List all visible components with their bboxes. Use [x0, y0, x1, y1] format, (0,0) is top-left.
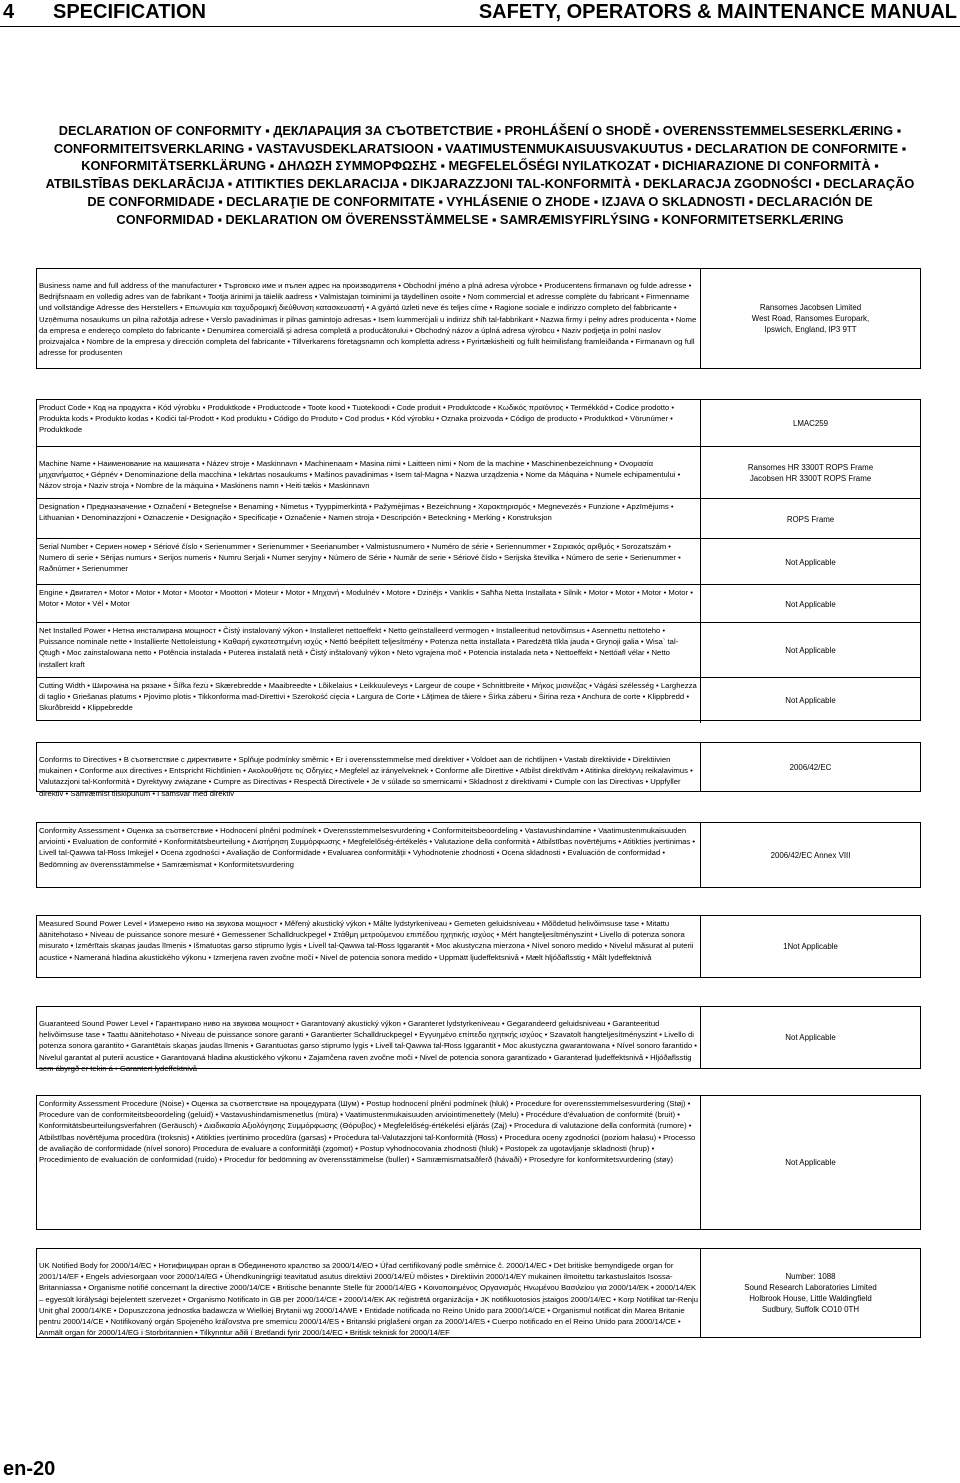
product-details-block [36, 399, 921, 721]
page-number: 4 [3, 1, 15, 23]
product-row [37, 538, 920, 585]
serial-number-value: Not Applicable [785, 557, 836, 567]
notified-body-block [36, 1248, 921, 1338]
conformity-assessment-block [36, 822, 921, 888]
measured-sound-label: Measured Sound Power Level • Измерено ниво на звукова мощност • Měřený akustický výkon • Målte lydstyrkeniveau • Gemeten geluidsniveau • Mõõdetud helivõimsuse tase • Mitattu äänitehotaso • Niveau de puissance sonore mesuré • Gemessener Schalldruckpegel • Στάθμη μετρούμενου επιπέδου ηχητικής ισχύος • Mért hangteljesítményszint • Livello di potenza sonora misurato • Izmērītais skaņas jaudas līmenis • Išmatuotas garso stiprumo lygis • Livell tal-Qawwa tal-Ħoss Iggarantit • Moc akustyczna mierzona • Nível sonoro medido • Nivelul măsurat al puterii acustice • Nameraná hladina akustického výkonu • Izmerjena raven zvočne moči • Nivel de potencia sonora medido • Uppmätt ljudeffektsnivå • Mælt hljóðaflsstig • Målt lydeffektnivå [37, 916, 701, 977]
manufacturer-value: Ransomes Jacobsen Limited West Road, Ransomes Europark, Ipswich, England, IP3 9TT [751, 303, 870, 334]
assessment-procedure-block [36, 1095, 921, 1230]
header-rule [0, 26, 960, 27]
assessment-procedure-value: Not Applicable [785, 1158, 836, 1167]
product-code-label: Product Code • Код на продукта • Kód výrobku • Produktkode • Productcode • Toote kood • Tuotekoodi • Code produit • Produktcode • Κωδικός προϊόντος • Termékkód • Codice prodotto • Produkta kods • Produkto kodas • Kodiċi tal-Prodott • Kod produktu • Código do Produto • Cod produs • Kód výrobku • Oznaka proizvoda • Código de producto • Produktkod • Vörunúmer • Produktkode [37, 400, 701, 446]
notified-body-value: Number: 1088 Sound Research Laboratories Limited Holbrook House, Little Waldingfield Sudbury, Suffolk CO10 0TH [744, 1272, 877, 1314]
declaration-title: DECLARATION OF CONFORMITY ▪ ДЕКЛАРАЦИЯ ЗА СЪОТВЕТСТВИЕ ▪ PROHLÁŠENÍ O SHODĚ ▪ OVERENSSTEMMELSESERKLÆRING ▪ CONFORMITEITSVERKLARING ▪ VASTAVUSDEKLARATSIOON ▪ VAATIMUSTENMUKAISUUSVAKUUTUS ▪ DECLARATION DE CONFORMITE ▪ KONFORMITÄTSERKLÄRUNG ▪ ΔΗΛΩΣΗ ΣΥΜΜΟΡΦΩΣΗΣ ▪ MEGFELELŐSÉGI NYILATKOZAT ▪ DICHIARAZIONE DI CONFORMITÀ ▪ ATBILSTĪBAS DEKLARĀCIJA ▪ ATITIKTIES DEKLARACIJA ▪ DIKJARAZZJONI TAL-KONFORMITÀ ▪ DEKLARACJA ZGODNOŚCI ▪ DECLARAÇÃO DE CONFORMIDADE ▪ DECLARAŢIE DE CONFORMITATE ▪ VYHLÁSENIE O ZHODE ▪ IZJAVA O SKLADNOSTI ▪ DECLARACIÓN DE CONFORMIDAD ▪ DEKLARATION OM ÖVERENSSTÄMMELSE ▪ SAMRÆMISYFIRLÝSING ▪ KONFORMITETSERKLÆRING [45, 123, 915, 227]
designation-value: ROPS Frame [786, 514, 835, 524]
directives-value: 2006/42/EC [789, 762, 832, 772]
product-code-value: LMAC259 [792, 418, 829, 428]
designation-label: Designation • Предназначение • Označení • Betegnelse • Benaming • Nimetus • Tyyppimerkintä • Pažymėjimas • Bezeichnung • Χαρακτηρισμός • Megnevezés • Funzione • Apzīmējums • Lithuanian • Denominazzjoni • Oznaczenie • Designação • Specificaţie • Označenie • Namen stroja • Descripción • Beteckning • Merking • Konstruksjon [37, 499, 701, 539]
assessment-procedure-label: Conformity Assessment Procedure (Noise) • Оценка за съответствие на процедурата (Шум) • Postup hodnocení plnění podmínek (hluk) • Procedure for overensstemmelsesvurdering (Støj) • Procedure van de conformiteitsbeoordeling (geluid) • Vastavushindamismenetlus (müra) • Vaatimustenmukaisuuden arviointimenettely (Melu) • Procédure d'évaluation de conformité (bruit) • Konformitätsbeurteilungsverfahren (Geräusch) • Διαδικασία Αξιολόγησης Συμμόρφωσης (Θόρυβος) • Megfelelőség-értékelési eljárás (Zaj) • Procedura di valutazione della conformità (rumore) • Atbilstības novērtējuma procedūra (troksnis) • Atitikties įvertinimo procedūra (garsas) • Proċedura tal-Valutazzjoni tal-Konformità (Ħoss) • Procedura oceny zgodności (poziom hałasu) • Processo de avaliação de conformidade (nível sonoro) Procedura de evaluare a conformităţii (zgomot) • Postup vyhodnocovania zhodnosti (hluk) • Postopek za ugotavljanje skladnosti (hrup) • Procedimiento de evaluación de conformidad (ruido) • Procedur för bedömning av överensstämmelse (buller) • Samræmismatsaðferð (hávaði) • Prosedyre for konformitetsvurdering (støy) [37, 1096, 701, 1229]
conformity-assessment-value: 2006/42/EC Annex VIII [770, 850, 851, 860]
directives-label: Conforms to Directives • В съответствие с директивите • Splňuje podmínky směrnic • Er i overensstemmelse med direktiver • Voldoet aan de richtlijnen • Vastab direktiivide • Direktiivien mukainen • Conforme aux directives • Entspricht Richtlinien • Ακολουθήστε τις Οδηγίες • Megfelel az irányelveknek • Conforme alle Direttive • Atbilst direktīvām • Atitinka direktyvų reikalavimus • Valutazzjoni tal-Konformità • Dyrektywy związane • Cumpre as Directivas • Respectă Directivele • Je v súlade so smernicami • Skladnost z direktivami • Cumple con las Directivas • Uppfyller direktiv • Samræmist tilskipunum • I samsvar med direktiv [37, 743, 701, 791]
section-title: SPECIFICATION [53, 1, 206, 23]
net-power-value: Not Applicable [785, 646, 836, 655]
product-row [37, 400, 920, 446]
conformity-assessment-label: Conformity Assessment • Оценка за съответствие • Hodnocení plnění podmínek • Overensstemmelsesvurdering • Conformiteitsbeoordeling • Vastavushindamine • Vaatimustenmukaisuuden arviointi • Evaluation de conformité • Konformitätsbeurteilung • Διατήρηση Συμμόρφωσης • Megfelelőség-értékelés • Valutazione della conformità • Atbilstības novērtējums • Atitikties įvertinimas • Livell tal-Qawwa tal-Ħoss Imkejjel • Ocena zgodności • Avaliação de Conformidade • Evaluarea conformităţii • Vyhodnotenie zhodnosti • Ocena skladnosti • Evaluación de conformidad • Bedömning av överensstämmelse • Samræmismat • Konformitetsvurdering [37, 823, 701, 887]
guaranteed-sound-label: Guaranteed Sound Power Level • Гарантирано ниво на звукова мощност • Garantovaný akustický výkon • Garanteret lydstyrkeniveau • Gegarandeerd geluidsniveau • Garanteeritud helivõimsuse tase • Taattu äänitehotaso • Niveau de puissance sonore garanti • Garantierter Schalldruckpegel • Εγγυημένο επίπεδο ηχητικής ισχύος • Szavatolt hangteljesítményszint • Livello di potenza sonora garantito • Garantētais skaņas jaudas līmenis • Garantuotas garso stiprumo lygis • Livell tal-Qawwa tal-Ħoss Iggarantit • Moc akustyczna gwarantowana • Nível sonoro farantido • Nivelul garantat al puterii acustice • Garantovaná hladina akustického výkonu • Zajamčena raven zvočne moči • Nivel de potencia sonora garantizado • Garanterad ljudeffektsnivå • Hljóðaflsstig sem ábyrgð er tekin á • Garantert lydeffektnivå [37, 1007, 701, 1068]
engine-value: Not Applicable [785, 599, 836, 609]
notified-body-label: UK Notified Body for 2000/14/EC • Нотифициран орган в Обединеното кралство за 2000/14/ЕО • Úřad certifikovaný podle směrnice č. 2000/14/EC • Det britiske bemyndigede organ for 2001/14/EF • Engels adviesorgaan voor 2000/14/EG • Ühendkuningriigi teavitatud asutus direktiivi 2000/14/EÜ mõistes • Direktiivin 2000/14/EY mukainen ilmoitettu tarkastuslaitos Isossa-Britanniassa • Organisme notifié concernant la directive 2000/14/CE • Britische benannte Stelle für 2000/14/EG • Κοινοποιημένος Οργανισμός Ηνωμένου Βασιλείου για 2000/14/ΕΚ • 2000/14/EK – egyesült királysági bejelentett szervezet • Organismo Notificato in GB per 2000/14/CE • 2000/14/EK AK reģistrētā organizācija • JK notifikuotosios įstaigos 2000/14/EC • Korp Notifikat tar-Renju Unit għal 2000/14/KE • Dopuszczona jednostka badawcza w Wielkiej Brytanii wg 2000/14/WE • Entidade notificada no Reino Unido para 2000/14/CE • Organismul notificat din Marea Britanie pentru 2000/14/CE • Notifikovaný orgán Spojeného kráľovstva pre smernicu 2000/14/ES • Britanski priglašeni organ za 2000/14/ES • Cuerpo notificado en el Reino Unido para 2000/14/CE • Anmält organ för 2000/14/EG i Storbritannien • Tilkynntur aðili í Bretlandi fyrir 2000/14/EC • Britisk teknisk for 2000/14/EF [37, 1249, 701, 1337]
guaranteed-sound-value: Not Applicable [785, 1033, 836, 1042]
manual-title: SAFETY, OPERATORS & MAINTENANCE MANUAL [478, 1, 957, 23]
measured-sound-block [36, 915, 921, 978]
engine-label: Engine • Двигател • Motor • Motor • Motor • Mootor • Moottori • Moteur • Motor • Μηχανή • Modulnév • Motore • Dzinējs • Variklis • Saħħa Netta Installata • Silnik • Motor • Motor • Motor • Motor • Motor • Motor • Vél • Motor [37, 585, 701, 623]
cutting-width-label: Cutting Width • Широчина на рязане • Šířka řezu • Skærebredde • Maaibreedte • Lõikelaius • Leikkuuleveys • Largeur de coupe • Schnittbreite • Μήκος μισινέζας • Vágási szélesség • Larghezza di taglio • Griešanas platums • Pjovimo plotis • Tikkonforma mad-Direttivi • Szerokość cięcia • Largura de Corte • Lăţimea de tăiere • Šírka záberu • Širina reza • Anchura de corte • Klippbredd • Skurðbreidd • Klippebredde [37, 678, 701, 723]
guaranteed-sound-block [36, 1006, 921, 1073]
measured-sound-value: 1Not Applicable [783, 942, 838, 951]
cutting-width-value: Not Applicable [785, 696, 836, 705]
product-row [37, 584, 920, 623]
machine-name-label: Machine Name • Наименование на машината • Název stroje • Maskinnavn • Machinenaam • Masina nimi • Laitteen nimi • Nom de la machine • Maschinenbezeichnung • Ονομασία μηχανήματος • Gépnév • Denominazione della macchina • Iekārtas nosaukums • Mašinos pavadinimas • Isem tal-Magna • Nazwa urządzenia • Nome da Máquina • Numele echipamentului • Názov stroja • Naziv stroja • Nombre de la máquina • Maskinens namn • Heiti tækis • Maskinnavn [37, 447, 701, 499]
serial-number-label: Serial Number • Сериен номер • Sériové číslo • Serienummer • Serienummer • Seerianumber • Valmistusnumero • Numéro de série • Seriennummer • Σειριακός αριθμός • Sorozatszám • Numero di serie • Sērijas numurs • Serijos numeris • Numru Serjali • Numer seryjny • Número de Série • Număr de serie • Sériové číslo • Serijska številka • Número de serie • Serienummer • Raðnúmer • Serienummer [37, 539, 701, 585]
manufacturer-block [36, 268, 921, 369]
directives-block [36, 742, 921, 798]
footer-page-label: en-20 [3, 1458, 56, 1480]
product-row [37, 677, 920, 723]
manufacturer-label: Business name and full address of the manufacturer • Търговско име и пълен адрес на производителя • Obchodní jméno a plná adresa výrobce • Producentens firmanavn og fulde adresse • Bedrijfsnaam en volledig adres van de fabrikant • Tootja ärinimi ja täielik aadress • Valmistajan toiminimi ja täydellinen osoite • Nom commercial et adresse complète du fabricant • Firmenname und vollständige Adresse des Herstellers • Επωνυμία και ταχυδρομική διεύθυνση κατασκευαστή • A gyártó üzleti neve és teljes címe • Ragione sociale e indirizzo completo del fabbricante • Uzņēmuma nosaukums un pilna ražotāja adrese • Verslo pavadinimas ir pilnas gamintojo adresas • Isem kummerċjali u indirizz sħiħ tal-fabbrikant • Nazwa firmy i pełny adres producenta • Nome da empresa e endereço completo do fabricante • Denumirea comercială şi adresa completă a producătorului • Obchodný názov a úplná adresa výrobcu • Naziv podjetja in polni naslov proizvajalca • Nombre de la empresa y dirección completa del fabricante • Tillverkarens företagsnamn och kompletta adress • Fyrirtækisheiti og fullt heimilisfang framleiðanda • Firmanavn og full adresse for produsenten [37, 269, 701, 368]
net-power-label: Net Installed Power • Нетна инсталирана мощност • Čistý instalovaný výkon • Installeret nettoeffekt • Netto geïnstalleerd vermogen • Installeeritud netovõimsus • Asennettu nettoteho • Puissance nominale nette • Installierte Nettoleistung • Καθαρή εγκατεστημένη ισχύς • Nettó beépített teljesítmény • Potenza netta installata • Paredzētā tīkla jauda • Grynoji galia • Wisa` tal-Qtugħ • Moc zainstalowana netto • Potência instalada • Puterea instalată netă • Čistý inštalovaný výkon • Neto vgrajena moč • Potencia instalada neta • Nettoeffekt • Nettóafl vélar • Netto installert kraft [37, 623, 701, 678]
product-row [37, 622, 920, 678]
product-row [37, 446, 920, 499]
product-row [37, 498, 920, 539]
page-header [0, 0, 960, 24]
machine-name-value: Ransomes HR 3300T ROPS Frame Jacobsen HR 3300T ROPS Frame [747, 463, 874, 483]
